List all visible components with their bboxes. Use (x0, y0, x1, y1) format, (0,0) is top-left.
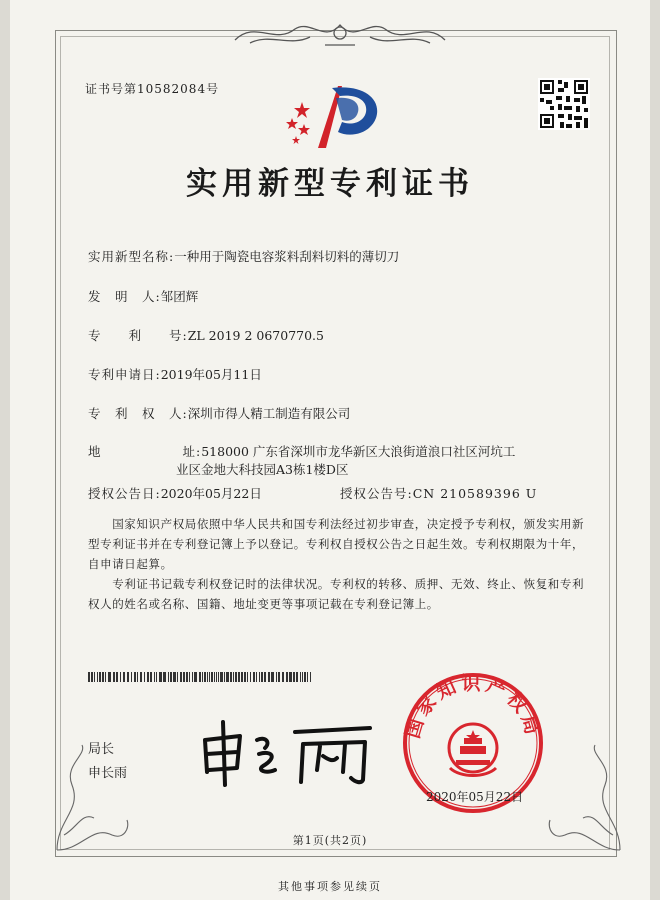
address-line1: 518000 广东省深圳市龙华新区大浪街道浪口社区河坑工 (201, 444, 516, 459)
patentee-value: 深圳市得人精工制造有限公司 (187, 406, 351, 421)
qr-code-icon (538, 78, 590, 130)
address-label: 地 址: (88, 444, 202, 459)
grant-date-value: 2020年05月22日 (160, 486, 262, 501)
inventor-label: 发 明 人: (88, 289, 161, 304)
field-utility-model-name (88, 247, 399, 265)
patent-office-logo-icon (280, 78, 390, 156)
director-signature-icon (195, 710, 385, 790)
name-label: 实用新型名称: (88, 249, 175, 264)
patentee-label: 专 利 权 人: (88, 406, 188, 421)
address-line2: 业区金地大科技园A3栋1楼D区 (176, 462, 349, 477)
footer-note: 其他事项参见续页 (278, 880, 382, 893)
seal-text: 国家知识产权局 (401, 672, 545, 741)
field-inventor (88, 287, 198, 305)
filing-date-label: 专利申请日: (88, 367, 161, 382)
filing-date-value: 2019年05月11日 (160, 367, 262, 382)
patent-no-label: 专 利 号: (88, 328, 188, 343)
director-name: 申长雨 (88, 766, 128, 781)
patent-no-value: ZL 2019 2 0670770.5 (187, 328, 324, 343)
barcode-icon (88, 672, 313, 682)
field-grant-number (340, 484, 537, 502)
field-patent-number (88, 326, 324, 344)
name-value: 一种用于陶瓷电容浆料刮料切料的薄切刀 (174, 249, 400, 264)
field-grant-date (88, 484, 262, 502)
field-filing-date (88, 365, 262, 383)
page-number: 第1页(共2页) (292, 834, 368, 847)
certificate-serial: 证书号第10582084号 (85, 82, 220, 96)
field-address (88, 442, 515, 460)
field-patentee (88, 404, 350, 422)
paragraph-legal-status: 专利证书记载专利权登记时的法律状况。专利权的转移、质押、无效、终止、恢复和专利权人的姓名或名称、国籍、地址变更等事项记载在专利登记簿上。 (88, 577, 585, 611)
certificate-title: 实用新型专利证书 (186, 166, 474, 202)
top-ornament-icon (230, 15, 450, 49)
grant-date-label: 授权公告日: (88, 486, 161, 501)
paragraph-grant: 国家知识产权局依照中华人民共和国专利法经过初步审查，决定授予专利权，颁发实用新型专利证书并在专利登记簿上予以登记。专利权自授权公告之日起生效。专利权期限为十年，自申请日起算。 (88, 517, 585, 571)
inventor-value: 邹团辉 (160, 289, 199, 304)
grant-no-label: 授权公告号: (340, 486, 413, 501)
seal-date: 2020年05月22日 (426, 790, 524, 804)
grant-no-value: CN 210589396 U (412, 486, 538, 501)
director-title: 局长 (88, 742, 115, 757)
